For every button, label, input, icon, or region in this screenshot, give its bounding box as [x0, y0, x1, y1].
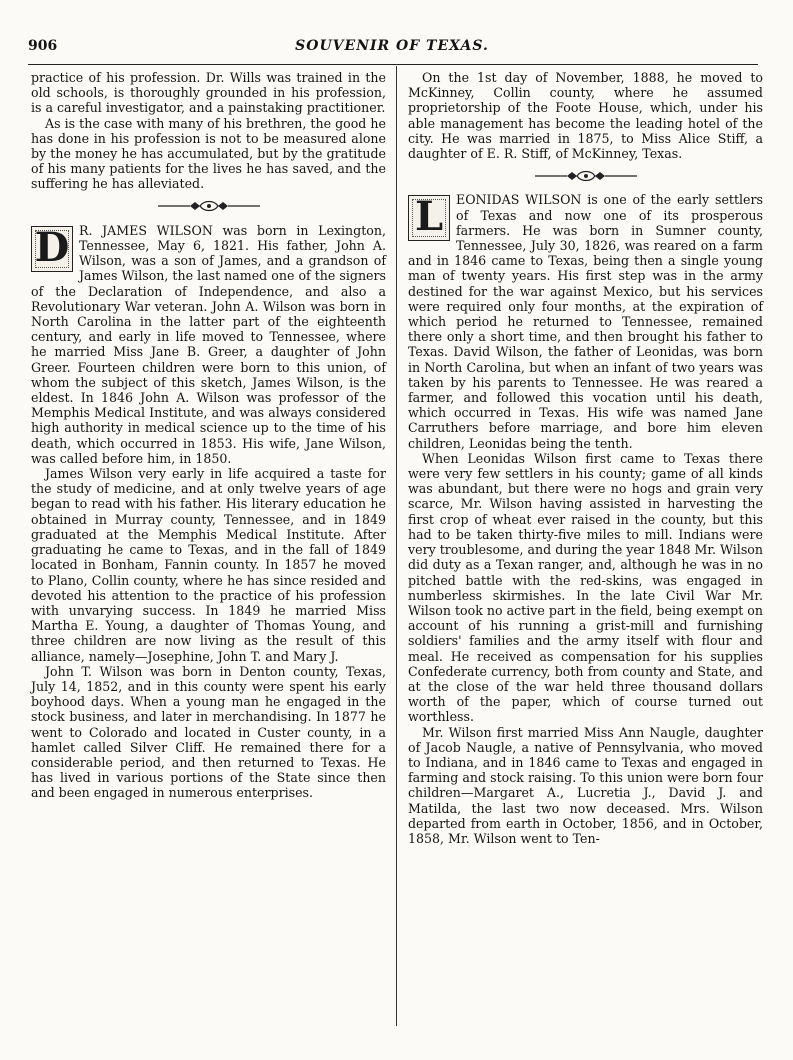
paragraph: R. JAMES WILSON was born in Lexington, Tennessee, May 6, 1821. His father, John A. Wilson, was a son of James, and a grandson of James Wilson, the last named one of the signers of the Declaration of Independence, and also a Revolutionary War veteran. John A. Wilson was born in North Carolina in the latter part of the eighteenth century, and early in life moved to Tennessee, where he married Miss Jane B. Greer, a daughter of John Greer. Fourteen children were born to this union, of whom the subject of this sketch, James Wilson, is the eldest. In 1846 John A. Wilson was professor of the Memphis Medical Institute, and was always considered high authority in medical science up to the time of his death, which occurred in 1853. His wife, Jane Wilson, was called before him, in 1850. [31, 222, 386, 466]
running-title: SOUVENIR OF TEXAS. [295, 38, 489, 54]
paragraph: John T. Wilson was born in Denton county, Texas, July 14, 1852, and in this county were spent his early boyhood days. When a young man he engaged in the stock business, and later in merchandising. In 1877 he went to Colorado and located in Custer county, in a hamlet called Silver Cliff. He remained there for a considerable period, and then returned to Texas. He has lived in various portions of the State since then and been engaged in numerous enterprises. [31, 663, 386, 801]
paragraph: practice of his profession. Dr. Wills was trained in the old schools, is thoroughly grounded in his profession, is a careful investigator, and a painstaking practitioner. [31, 70, 386, 116]
paragraph: When Leonidas Wilson first came to Texas there were very few settlers in his county; game of all kinds was abundant, but there were no hogs and grain very scarce, Mr. Wilson having assisted in harvesting the first crop of wheat ever raised in the county, but this had to be taken thirty-five miles to mill. Indians were very troublesome, and during the year 1848 Mr. Wilson did duty as a Texan ranger, and, although he was in no pitched battle with the red-skins, was engaged in numberless skirmishes. In the late Civil War Mr. Wilson took no active part in the field, being exempt on account of his running a grist-mill and furnishing soldiers' families and the army itself with flour and meal. He received as compensation for his supplies Confederate currency, both from county and State, and at the close of the war held three thousand dollars worth of the paper, which of course turned out worthless. [408, 450, 763, 725]
right-column [408, 70, 763, 846]
section-ornament-icon [31, 199, 386, 214]
paragraph: As is the case with many of his brethren, the good he has done in his profession is not to be measured alone by the money he has accumulated, but by the gratitude of his many patients for the lives he has saved, and the suffering he has alleviated. [31, 115, 386, 192]
paragraph: James Wilson very early in life acquired a taste for the study of medicine, and at only twelve years of age began to read with his father. His literary education he obtained in Murray county, Tennessee, and in 1849 graduated at the Memphis Medical Institute. After graduating he came to Texas, and in the fall of 1849 located in Bonham, Fannin county. In 1857 he moved to Plano, Collin county, where he has since resided and devoted his attention to the practice of his profession with unvarying success. In 1849 he married Miss Martha E. Young, a daughter of Thomas Young, and three children are now living as the result of this alliance, namely—Josephine, John T. and Mary J. [31, 466, 386, 664]
page-number: 906 [28, 38, 58, 54]
paragraph: Mr. Wilson first married Miss Ann Naugle, daughter of Jacob Naugle, a native of Pennsylvania, who moved to Indiana, and in 1846 came to Texas and engaged in farming and stock raising. To this union were born four children—Margaret A., Lucretia J., David J. and Matilda, the last two now deceased. Mrs. Wilson departed from earth in October, 1856, and in October, 1858, Mr. Wilson went to Ten- [408, 724, 763, 846]
paragraph: EONIDAS WILSON is one of the early settlers of Texas and now one of its prosperous farmers. He was born in Sumner county, Tennessee, July 30, 1826, was reared on a farm and in 1846 came to Texas, being then a single young man of twenty years. His first step was in the army destined for the war against Mexico, but his services were required only four months, at the expiration of which period he returned to Tennessee, remained there only a short time, and then brought his father to Texas. David Wilson, the father of Leonidas, was born in North Carolina, but when an infant of two years was taken by his parents to Tennessee. He was reared a farmer, and followed this vocation until his death, which occurred in Texas. His wife was named Jane Carruthers before marriage, and bore him eleven children, Leonidas being the tenth. [408, 192, 763, 451]
left-column [31, 70, 386, 801]
column-divider [396, 66, 397, 1026]
section-ornament-icon [408, 168, 763, 183]
running-header [28, 38, 756, 60]
drop-cap: D [31, 226, 73, 272]
drop-cap: L [408, 195, 450, 241]
paragraph: On the 1st day of November, 1888, he moved to McKinney, Collin county, where he assumed proprietorship of the Foote House, which, under his able management has become the leading hotel of the city. He was married in 1875, to Miss Alice Stiff, a daughter of E. R. Stiff, of McKinney, Texas. [408, 70, 763, 162]
header-rule [28, 64, 758, 65]
